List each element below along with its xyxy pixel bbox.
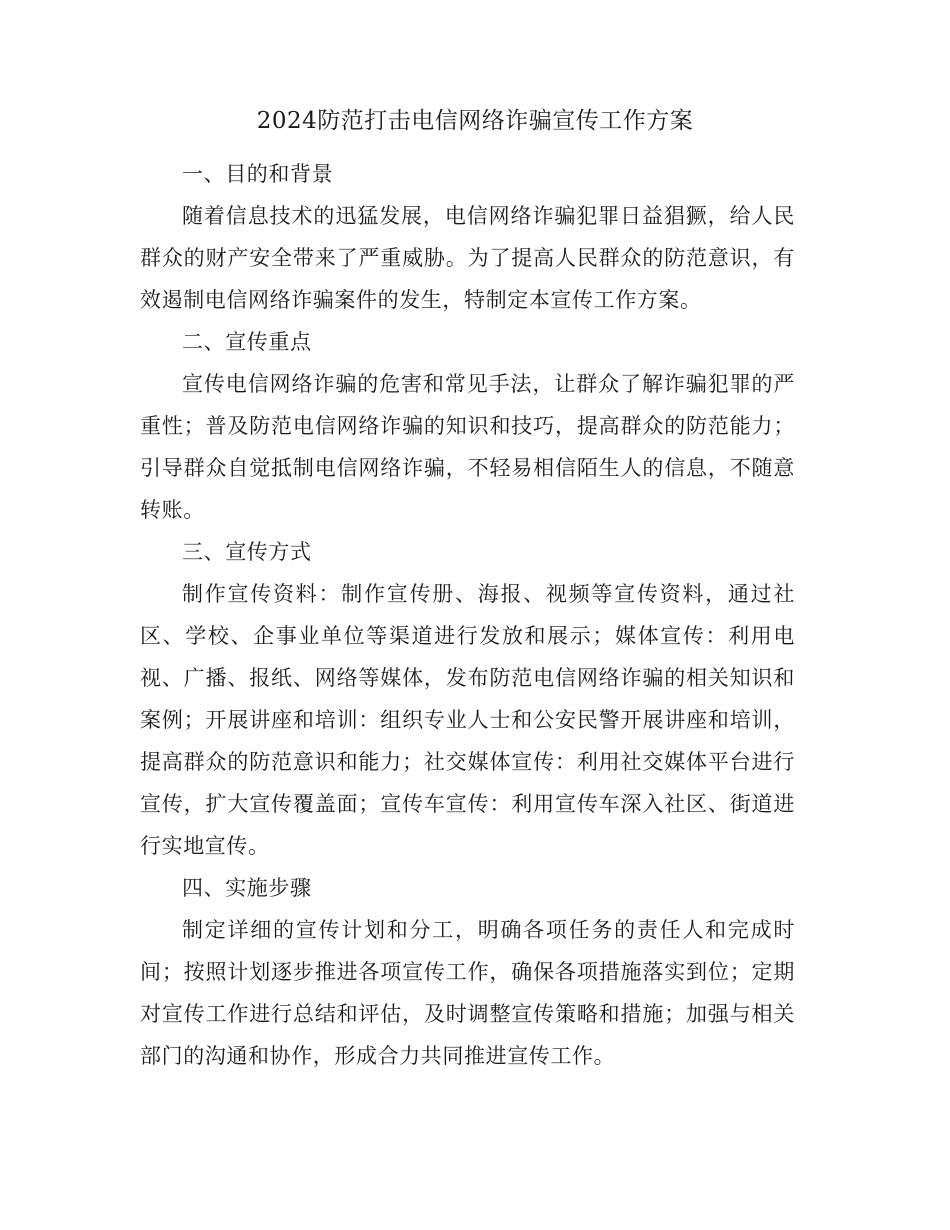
section-implementation-steps — [140, 867, 795, 1077]
section-heading: 二、宣传重点 — [182, 330, 312, 354]
section-paragraph: 随着信息技术的迅猛发展，电信网络诈骗犯罪日益猖獗，给人民群众的财产安全带来了严重威胁。为了提高人民群众的防范意识，有效遏制电信网络诈骗案件的发生，特制定本宣传工作方案。 — [140, 204, 795, 312]
section-heading: 四、实施步骤 — [182, 876, 312, 900]
section-heading: 一、目的和背景 — [182, 162, 334, 186]
section-paragraph: 制作宣传资料：制作宣传册、海报、视频等宣传资料，通过社区、学校、企事业单位等渠道进行发放和展示；媒体宣传：利用电视、广播、报纸、网络等媒体，发布防范电信网络诈骗的相关知识和案例；开展讲座和培训：组织专业人士和公安民警开展讲座和培训，提高群众的防范意识和能力；社交媒体宣传：利用社交媒体平台进行宣传，扩大宣传覆盖面；宣传车宣传：利用宣传车深入社区、街道进行实地宣传。 — [140, 582, 795, 858]
section-purpose-background — [140, 153, 795, 321]
section-publicity-methods — [140, 531, 795, 867]
section-paragraph: 宣传电信网络诈骗的危害和常见手法，让群众了解诈骗犯罪的严重性；普及防范电信网络诈骗的知识和技巧，提高群众的防范能力；引导群众自觉抵制电信网络诈骗，不轻易相信陌生人的信息，不随意转账。 — [140, 372, 795, 522]
document-title: 2024防范打击电信网络诈骗宣传工作方案 — [256, 108, 694, 134]
section-paragraph: 制定详细的宣传计划和分工，明确各项任务的责任人和完成时间；按照计划逐步推进各项宣传工作，确保各项措施落实到位；定期对宣传工作进行总结和评估，及时调整宣传策略和措施；加强与相关部门的沟通和协作，形成合力共同推进宣传工作。 — [140, 918, 795, 1068]
section-heading: 三、宣传方式 — [182, 540, 312, 564]
document-body — [140, 153, 795, 1077]
section-publicity-focus — [140, 321, 795, 531]
